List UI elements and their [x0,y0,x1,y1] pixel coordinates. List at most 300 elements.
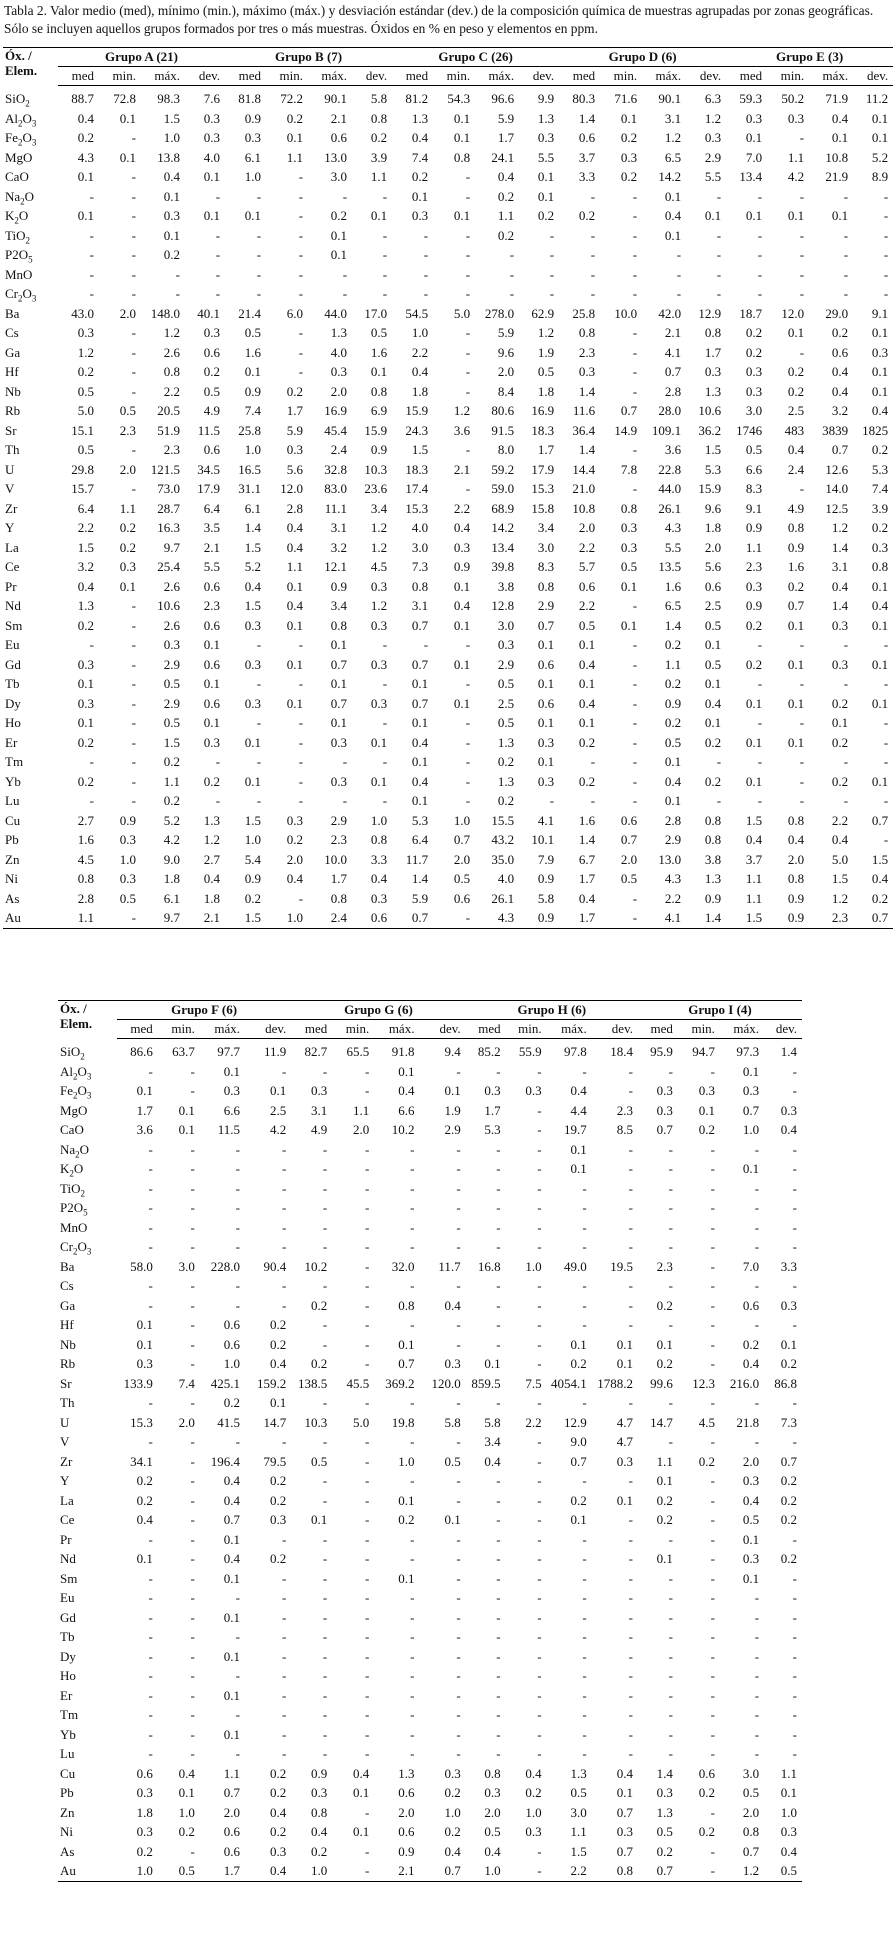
table-cell: 1.6 [664,578,682,594]
table-cell: 0.7 [330,656,348,672]
table-cell: - [131,676,136,691]
table-cell: 0.8 [620,500,638,516]
stat-header: min. [600,67,642,86]
table-cell: 0.7 [411,656,429,672]
table-cell: 0.3 [745,383,763,399]
table-cell: - [537,1063,542,1079]
table-cell: 1.0 [444,1804,461,1820]
table-cell: 0.8 [871,559,889,574]
table-cell: 12.9 [564,1414,587,1430]
table-cell: 0.1 [244,773,262,789]
table-cell: 7.4 [871,481,889,496]
table-cell: 0.3 [620,520,638,535]
table-cell: - [131,208,136,223]
element-label [3,850,58,870]
table-cell: 0.8 [742,1824,760,1839]
table-cell: 0.3 [163,208,180,223]
table-cell: 0.1 [411,188,429,204]
table-cell: - [410,1161,415,1176]
table-cell: 0.3 [745,578,763,594]
table-row [3,167,893,187]
element-name: Gd [60,1609,76,1625]
table-cell: 7.0 [745,149,763,165]
table-cell: 9.0 [163,851,180,867]
table-cell: 1.2 [453,403,471,418]
table-cell: - [465,481,471,496]
table-cell: - [148,1746,153,1761]
table-cell: 19.5 [610,1258,633,1274]
table-cell: - [668,1161,673,1176]
table-cell: - [799,481,805,496]
table-cell: 9.0 [570,1434,587,1449]
table-cell: - [190,1551,195,1566]
table-cell: - [281,1687,287,1703]
table-cell: 6.7 [578,851,596,867]
table-cell: - [537,1512,542,1527]
table-cell: - [582,1668,587,1683]
table-cell: 7.3 [780,1414,797,1430]
table-cell: 0.8 [370,832,388,847]
table-cell: 0.1 [656,1336,673,1352]
table-cell: - [754,1609,760,1625]
table-cell: 3.1 [311,1102,328,1118]
table-cell: - [465,247,471,262]
table-cell: 1.7 [286,403,304,418]
table-cell: 29.8 [71,461,94,477]
table-cell: 2.9 [664,832,682,847]
table-cell: - [883,247,889,262]
table-row [3,791,893,811]
table-cell: 0.4 [497,169,515,184]
table-cell: 0.1 [453,578,471,594]
table-cell: 1.7 [578,871,596,886]
table-cell: 0.1 [742,1570,760,1586]
table-cell: 0.9 [787,890,805,906]
element-name: MnO [60,1219,88,1235]
table-cell: 59.3 [739,91,763,106]
table-cell: 0.5 [163,715,180,730]
table-cell: 2.9 [330,812,348,828]
table-cell: 17.4 [405,481,429,496]
stat-header: min. [266,67,308,86]
table-cell: - [537,1473,542,1488]
table-cell: 90.4 [263,1258,287,1274]
table-row [3,811,893,831]
table-cell: 0.3 [286,442,304,457]
table-row [3,869,893,889]
element-name: Au [60,1863,76,1878]
table-cell: - [537,1336,542,1352]
table-cell: 0.4 [223,1492,241,1508]
table-cell: 0.1 [223,1531,241,1547]
element-label [3,323,58,343]
table-cell: - [628,1317,633,1332]
table-cell: 3.0 [411,539,429,555]
table-cell: 0.3 [616,1824,633,1839]
element-label [3,440,58,460]
table-cell: 1.2 [831,520,849,535]
table-cell: 0.1 [223,1648,241,1664]
table-cell: 1.0 [780,1804,797,1820]
table-cell: 1.9 [537,344,555,360]
table-cell: 86.6 [130,1044,153,1059]
table-cell: 0.1 [704,676,722,691]
table-cell: 0.2 [742,1336,760,1352]
table-cell: 0.1 [163,227,180,243]
table-cell: 0.1 [616,1356,633,1371]
table-cell: 43.2 [491,832,515,847]
table-cell: - [628,1746,633,1761]
table-cell: 0.2 [163,754,180,769]
table-cell: 0.2 [570,1492,587,1508]
element-label [58,1413,117,1433]
table-cell: 0.2 [244,890,262,906]
element-name: Pb [5,832,19,847]
table-cell: - [423,227,429,243]
table-cell: - [754,1141,760,1157]
table-cell: - [799,266,805,282]
table-cell: - [668,1590,673,1605]
table-cell: - [496,1609,501,1625]
table-cell: 0.2 [136,1843,153,1859]
table-cell: - [281,1239,287,1254]
table-cell: - [676,247,682,262]
table-cell: - [843,637,849,652]
table-cell: - [89,637,94,652]
table-cell: 0.8 [484,1765,501,1781]
table-cell: - [364,1629,370,1644]
table-cell: 0.2 [136,1473,153,1488]
table-cell: 0.1 [370,734,388,750]
table-cell: 5.6 [704,559,722,574]
table-cell: 0.1 [244,364,262,379]
table-cell: 0.5 [764,1861,802,1881]
element-label [3,577,58,597]
table-cell: - [549,227,555,243]
table-cell: - [843,676,849,691]
table-row [58,1705,802,1725]
table-cell: 1.0 [370,812,388,828]
table-row [58,1588,802,1608]
table-cell: 0.3 [270,1843,287,1859]
element-label [3,772,58,792]
table-cell: - [131,442,136,457]
table-cell: - [456,1317,461,1332]
table-cell: 0.4 [871,403,889,418]
table-cell: 7.4 [411,149,429,165]
table-cell: 10.0 [614,305,638,321]
table-cell: 1.6 [77,832,94,847]
table-cell: - [342,188,348,204]
table-cell: 0.5 [77,442,94,457]
corner-label-element: Elem. [60,1016,93,1031]
table-cell: 2.4 [330,442,348,457]
table-cell: 14.7 [263,1414,287,1430]
table-cell: 0.4 [616,1765,633,1781]
table-cell: 0.9 [398,1843,415,1859]
table-cell: - [235,1141,241,1157]
table-cell: - [364,1570,370,1586]
stat-header: máx. [809,67,853,86]
table-row [58,1510,802,1530]
table-cell: - [281,1161,287,1176]
table-cell: 0.5 [570,1785,587,1800]
element-name: Zr [5,500,18,516]
stat-header: med [58,67,99,86]
table-cell: 6.5 [664,598,682,613]
table-cell: 0.3 [742,1083,760,1098]
table-cell: 82.7 [304,1044,328,1059]
table-cell: 0.1 [453,130,471,145]
table-cell: - [628,1200,633,1215]
table-cell: 0.1 [787,656,805,672]
table-cell: 2.3 [119,422,136,438]
table-cell: 0.3 [244,130,262,145]
table-cell: 4.3 [475,908,519,928]
element-name: $Al_2O_3$ [5,110,37,128]
table-cell: 0.1 [780,1785,797,1800]
table-cell: 1.7 [330,871,348,886]
table-cell: - [190,1219,195,1235]
table-cell: 0.1 [398,1063,415,1079]
element-label [58,1159,117,1179]
table-cell: 0.4 [525,1765,542,1781]
element-name: $P2O_5$ [5,247,33,265]
table-cell: - [322,1161,328,1176]
table-cell: 12.0 [781,305,805,321]
table-cell: 41.5 [217,1414,241,1430]
table-cell: - [537,1239,542,1254]
table-cell: - [537,1356,542,1371]
table-cell: - [883,793,889,808]
table-cell: - [754,1434,760,1449]
table-cell: - [322,1492,328,1508]
table-cell: 86.8 [774,1375,797,1391]
table-cell: - [754,1219,760,1235]
table-cell: - [235,1200,241,1215]
table-cell: - [710,1356,715,1371]
table-cell: 0.2 [578,734,596,750]
element-label [3,148,58,168]
table-cell: 0.1 [453,656,471,672]
group-header: Grupo F (6) [117,1001,291,1020]
table-cell: 1.3 [537,110,555,126]
table-cell: - [456,1395,461,1410]
table-cell: 0.7 [392,908,433,928]
table-cell: - [190,1297,195,1313]
table-cell: 2.5 [704,598,722,613]
table-cell: 0.3 [77,325,94,340]
table-cell: 68.9 [491,500,515,516]
table-cell: - [496,1570,501,1586]
table-cell: 0.3 [620,149,638,165]
table-cell: 120.0 [431,1375,461,1391]
table-cell: 0.2 [698,1785,715,1800]
table-cell: - [148,1648,153,1664]
table-cell: 2.2 [163,383,180,399]
table-cell: 0.1 [286,617,304,633]
element-label [58,1569,117,1589]
element-name: Hf [5,364,19,379]
table-cell: 9.1 [871,305,889,321]
table-cell: 369.2 [385,1375,415,1391]
table-cell: - [190,1063,195,1079]
table-cell: 4.7 [616,1434,633,1449]
table-cell: - [148,1239,153,1254]
table-cell: 0.4 [578,890,596,906]
table-row [3,460,893,480]
table-cell: 0.4 [871,871,889,886]
table-cell: 0.2 [497,754,515,769]
table-row [58,1237,802,1257]
element-name: Zn [60,1804,75,1820]
table-cell: 0.2 [787,364,805,379]
table-cell: - [131,598,136,613]
table-cell: 0.3 [745,110,763,126]
table-cell: 0.1 [163,188,180,204]
table-cell: - [628,1668,633,1683]
table-cell: 5.2 [163,812,180,828]
table-cell: 0.1 [578,676,596,691]
table-cell: - [676,286,682,301]
table-cell: 17.9 [197,481,221,496]
table-cell: 1.3 [497,734,515,750]
table-cell: - [506,1861,547,1881]
table-row [58,1744,802,1764]
table-cell: - [364,1551,370,1566]
table-cell: - [298,266,304,282]
table-cell: 4.5 [77,851,94,867]
table-cell: - [632,598,638,613]
table-cell: - [537,1843,542,1859]
table-cell: - [215,266,221,282]
table-cell: 1.5 [745,812,763,828]
table-cell: - [710,1180,715,1196]
table-cell: 1.8 [163,871,180,886]
table-cell: 54.3 [447,91,471,106]
element-name: Ho [60,1668,76,1683]
element-name: Tm [5,754,24,769]
table-cell: - [668,1531,673,1547]
table-cell: 1.6 [370,344,388,360]
table-cell: - [89,188,94,204]
table-cell: - [281,1200,287,1215]
table-row [3,245,893,265]
table-cell: 1.0 [411,325,429,340]
table-cell: - [364,1297,370,1313]
element-label [58,1432,117,1452]
table-cell: 0.8 [411,578,429,594]
table-row [3,850,893,870]
table-cell: 5.9 [497,325,515,340]
table-cell: 0.1 [136,1336,153,1352]
table-cell: 2.0 [330,383,348,399]
element-name: Cu [60,1765,76,1781]
table-cell: - [792,1083,797,1098]
table-row [58,1039,802,1062]
table-cell: 0.9 [453,559,471,574]
table-cell: - [883,286,889,301]
element-name: As [5,890,20,906]
table-row [3,557,893,577]
table-cell: - [496,1180,501,1196]
table-cell: 0.4 [353,1765,370,1781]
table-cell: 2.3 [330,832,348,847]
table-cell: 85.2 [477,1044,501,1059]
element-label [3,167,58,187]
table-cell: 0.1 [136,1551,153,1566]
table-cell: 0.1 [570,1336,587,1352]
table-cell: - [754,1668,760,1683]
table-cell: 0.3 [484,1785,501,1800]
element-label [3,245,58,265]
element-name: V [5,481,15,496]
element-label [58,1491,117,1511]
table-cell: - [89,793,94,808]
table-cell: 5.9 [286,422,304,438]
table-cell: - [190,1726,195,1742]
table-cell: - [582,1746,587,1761]
table-cell: - [190,1609,195,1625]
table-cell: - [298,344,304,360]
table-cell: - [632,442,638,457]
table-cell: 13.8 [157,149,180,165]
table-cell: - [582,1219,587,1235]
table-cell: - [628,1687,633,1703]
table-row [58,1666,802,1686]
table-cell: 0.9 [370,442,388,457]
table-cell: - [792,1707,797,1722]
table-cell: 0.1 [616,1336,633,1352]
table-cell: - [632,793,638,808]
table-cell: - [364,1395,370,1410]
table-cell: - [710,1317,715,1332]
table-cell: - [364,1453,370,1469]
table-cell: 65.5 [346,1044,370,1059]
table-cell: 2.1 [330,110,348,126]
table-cell: 0.3 [77,695,94,711]
table-cell: - [710,1473,715,1488]
table-cell: 15.8 [531,500,555,516]
table-cell: - [364,1317,370,1332]
table-cell: - [549,247,555,262]
table-cell: 0.5 [704,656,722,672]
table-cell: - [843,247,849,262]
table-cell: 2.0 [223,1804,241,1820]
table-cell: 15.7 [71,481,94,496]
table-cell: - [364,1473,370,1488]
table-cell: 0.8 [704,325,722,340]
table-cell: 1.2 [720,1861,764,1881]
table-cell: 8.3 [537,559,555,574]
table-cell: - [131,656,136,672]
table-cell: 0.3 [444,1356,461,1371]
table-cell: - [537,1531,542,1547]
element-name: Nb [5,383,21,399]
table-cell: 0.2 [497,188,515,204]
table-cell: - [190,1453,195,1469]
table-cell: - [322,1180,328,1196]
table-cell: 0.2 [780,1551,797,1566]
table-cell: 0.8 [77,871,94,886]
table-cell: 0.1 [444,1083,461,1098]
table-cell: - [342,754,348,769]
table-cell: - [537,1570,542,1586]
table-cell: - [496,1726,501,1742]
table-cell: 3.1 [411,598,429,613]
table-cell: 0.1 [871,578,889,594]
table-cell: 0.4 [311,1824,328,1839]
